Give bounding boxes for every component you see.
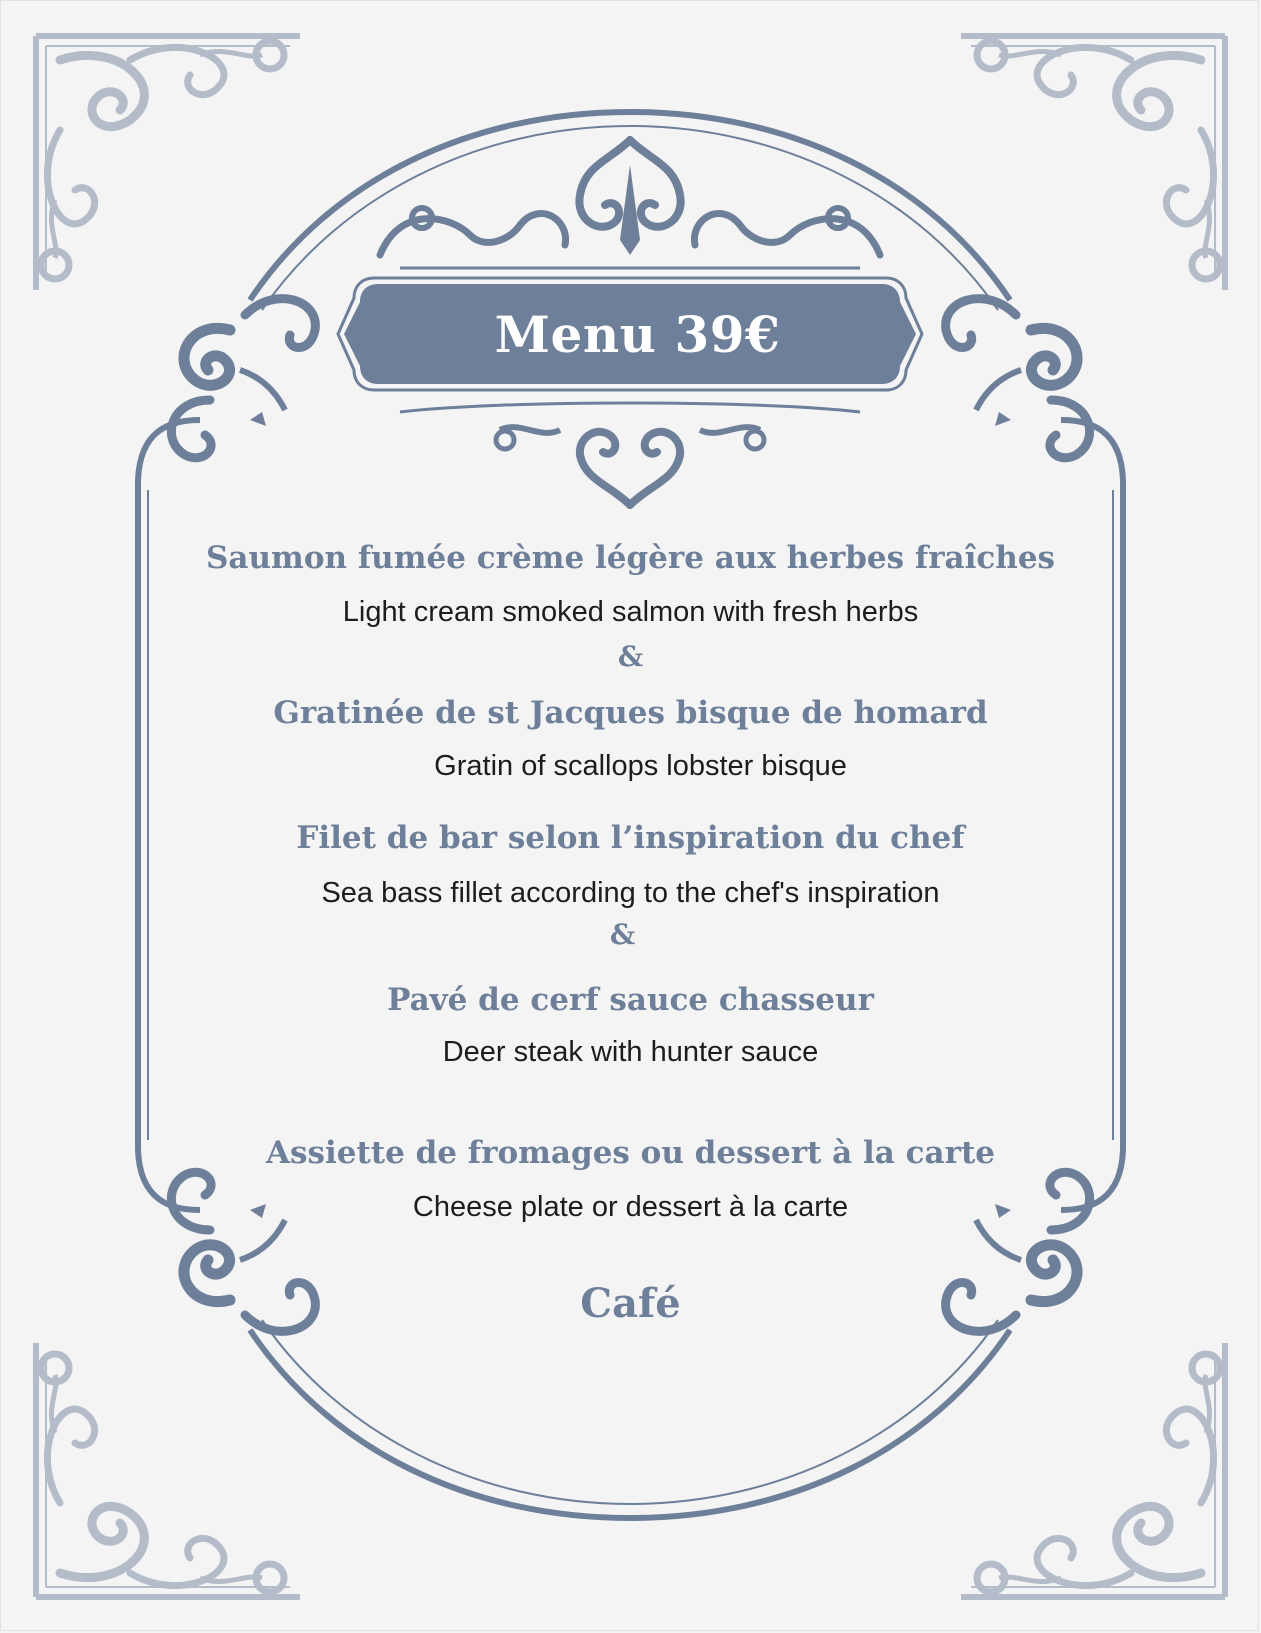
- course-4-french: Pavé de cerf sauce chasseur: [387, 982, 874, 1018]
- course-5-french: Assiette de fromages ou dessert à la carte: [265, 1135, 996, 1171]
- course-3-english: Sea bass fillet according to the chef's inspiration: [321, 877, 940, 909]
- course-1-french: Saumon fumée crème légère aux herbes fraîches: [206, 540, 1055, 576]
- separator-ampersand: &: [609, 918, 636, 951]
- closing-cafe: Café: [580, 1280, 681, 1327]
- menu-title: Menu 39€: [494, 304, 781, 364]
- course-5-english: Cheese plate or dessert à la carte: [412, 1191, 849, 1223]
- course-2-english: Gratin of scallops lobster bisque: [434, 750, 847, 782]
- course-3-french: Filet de bar selon l’inspiration du chef: [296, 820, 965, 856]
- separator-ampersand: &: [617, 640, 644, 673]
- course-1-english: Light cream smoked salmon with fresh herbs: [342, 596, 919, 628]
- course-2-french: Gratinée de st Jacques bisque de homard: [273, 695, 988, 731]
- course-4-english: Deer steak with hunter sauce: [442, 1036, 819, 1068]
